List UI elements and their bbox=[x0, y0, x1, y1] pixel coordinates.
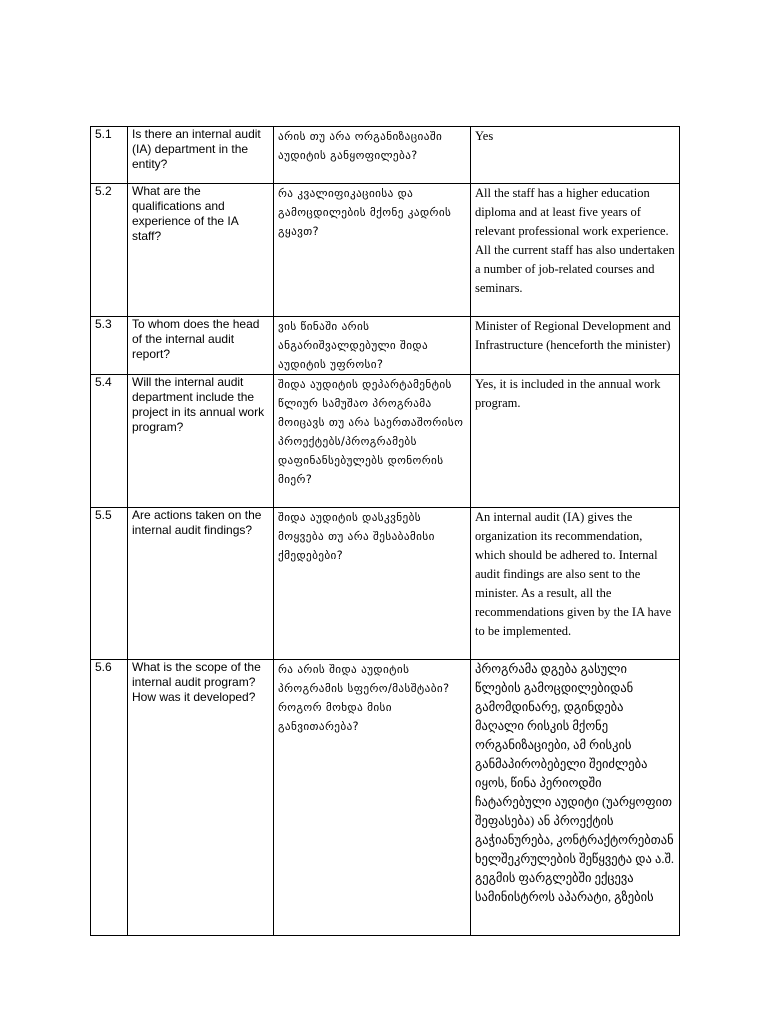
question-georgian: რა კვალიფიკაციისა და გამოცდილების მქონე კადრის გყავთ? bbox=[274, 184, 471, 317]
table-row bbox=[91, 660, 680, 936]
row-number: 5.2 bbox=[91, 184, 128, 317]
table-row bbox=[91, 317, 680, 375]
table-row bbox=[91, 184, 680, 317]
question-georgian: შიდა აუდიტის დასკვნებს მოყვება თუ არა შესაბამისი ქმედებები? bbox=[274, 508, 471, 660]
row-number: 5.3 bbox=[91, 317, 128, 375]
row-number: 5.6 bbox=[91, 660, 128, 936]
question-english: What is the scope of the internal audit program? How was it developed? bbox=[128, 660, 274, 936]
answer-text: Minister of Regional Development and Infrastructure (henceforth the minister) bbox=[471, 317, 680, 375]
row-number: 5.5 bbox=[91, 508, 128, 660]
question-english: Is there an internal audit (IA) department in the entity? bbox=[128, 127, 274, 184]
answer-text: An internal audit (IA) gives the organization its recommendation, which should be adhered to. Internal audit findings are also sent to the minister. As a result, all the recommendations given by the IA have to be implemented. bbox=[471, 508, 680, 660]
answer-cell bbox=[471, 660, 680, 936]
question-english: To whom does the head of the internal audit report? bbox=[128, 317, 274, 375]
question-georgian: ვის წინაში არის ანგარიშვალდებული შიდა აუდიტის უფროსი? bbox=[274, 317, 471, 375]
table-row bbox=[91, 508, 680, 660]
question-english: What are the qualifications and experience of the IA staff? bbox=[128, 184, 274, 317]
question-georgian: არის თუ არა ორგანიზაციაში აუდიტის განყოფილება? bbox=[274, 127, 471, 184]
question-english: Will the internal audit department include the project in its annual work program? bbox=[128, 375, 274, 508]
question-english: Are actions taken on the internal audit findings? bbox=[128, 508, 274, 660]
question-georgian: რა არის შიდა აუდიტის პროგრამის სფერო/მასშტაბი? როგორ მოხდა მისი განვითარება? bbox=[274, 660, 471, 936]
row-number: 5.4 bbox=[91, 375, 128, 508]
row-number: 5.1 bbox=[91, 127, 128, 184]
answer-text: All the staff has a higher education diploma and at least five years of relevant professional work experience. All the current staff has also undertaken a number of job-related courses and seminars. bbox=[471, 184, 680, 317]
table-row bbox=[91, 127, 680, 184]
answer-text: Yes bbox=[471, 127, 680, 184]
question-georgian: შიდა აუდიტის დეპარტამენტის წლიურ სამუშაო პროგრამა მოიცავს თუ არა საერთაშორისო პროექტებს/პროგრამებს დაფინანსებულებს დონორის მიერ? bbox=[274, 375, 471, 508]
questionnaire-table bbox=[90, 126, 680, 936]
table-row bbox=[91, 375, 680, 508]
answer-text: Yes, it is included in the annual work program. bbox=[471, 375, 680, 508]
answer-text: პროგრამა დგება გასული წლების გამოცდილებიდან გამომდინარე, დგინდება მაღალი რისკის მქონე ორგანიზაციები, ამ რისკის განმაპირობებელი შეიძლება იყოს, წინა პერიოდში ჩატარებული აუდიტი (უარყოფით შეფასება) ან პროექტის გაჭიანურება, კონტრაქტორებთან ხელშეკრულების შეწყვეტა და ა.შ. გეგმის ფარგლებში ექცევა სამინისტროს აპარატი, გზების bbox=[475, 662, 675, 904]
